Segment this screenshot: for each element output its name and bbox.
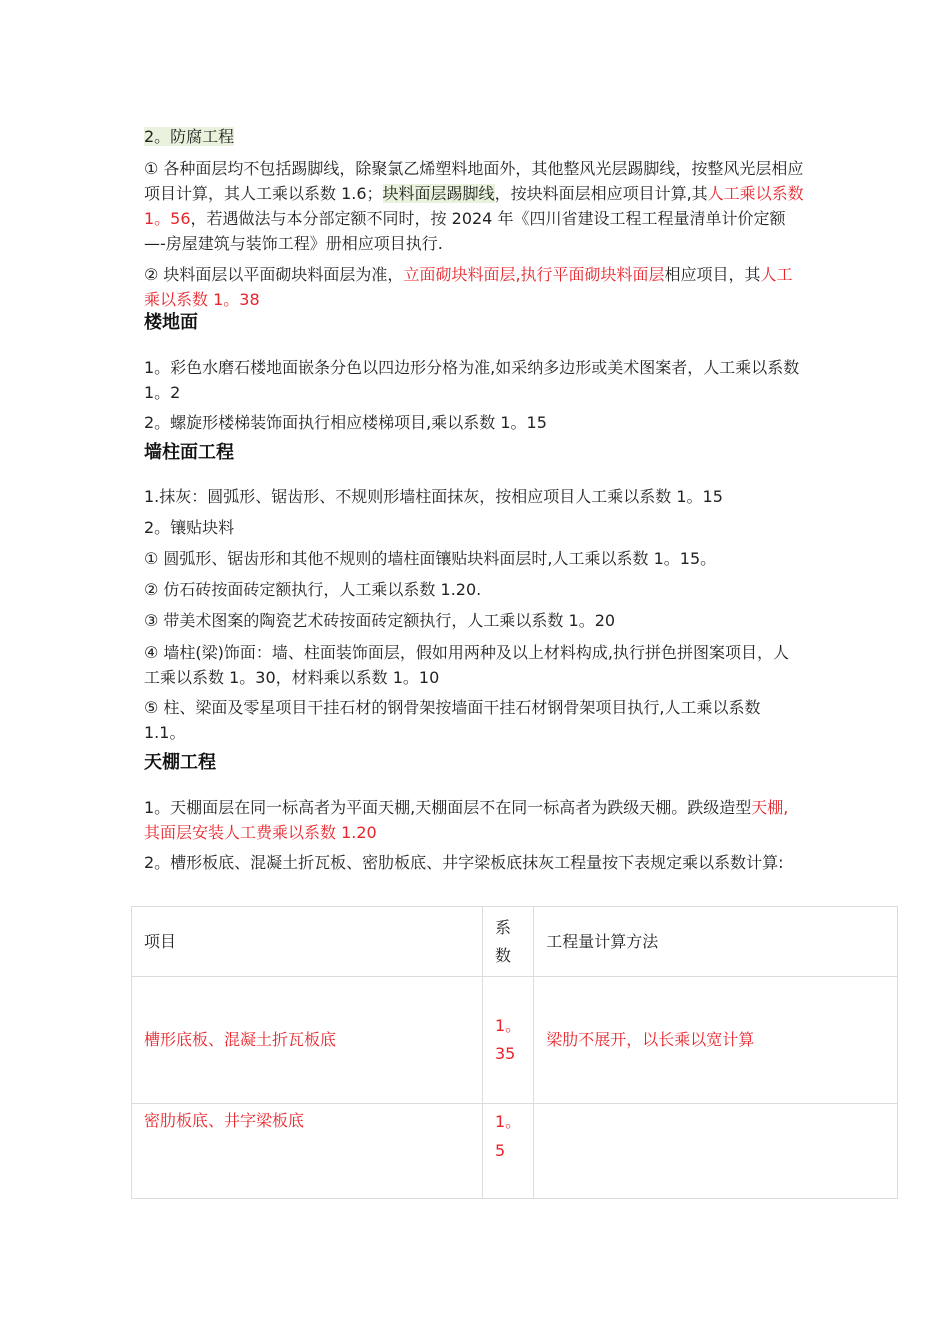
table-row [132,1104,898,1199]
red-run: 人工乘以系数 1。56 [144,184,804,228]
text-run: ，若遇做法与本分部定额不同时，按 2024 年《四川省建设工程工程量清单计价定额—-房屋建筑与装饰工程》册相应项目执行. [144,209,786,253]
section-title-floor: 楼地面 [144,312,198,333]
row-item: 槽形底板、混凝土折瓦板底 [132,977,483,1104]
highlight-run: 块料面层踢脚线 [382,184,495,203]
header-item: 项目 [132,907,483,977]
wall-sub-1: ① 圆弧形、锯齿形和其他不规则的墙柱面镶贴块料面层时,人工乘以系数 1。15。 [144,549,717,568]
section-title-wall: 墙柱面工程 [144,442,234,463]
red-run: 天棚,其面层安装人工费乘以系数 1.20 [144,798,789,842]
anticorrosion-title-text: 2。防腐工程 [144,127,235,146]
red-run: 人工乘以系数 1。38 [144,265,793,309]
wall-sub-5: ⑤ 柱、梁面及零星项目干挂石材的钢骨架按墙面干挂石材钢骨架项目执行,人工乘以系数 1.1。 [144,698,761,742]
wall-sub-3: ③ 带美术图案的陶瓷艺术砖按面砖定额执行，人工乘以系数 1。20 [144,611,616,630]
text-run: ① 各种面层均不包括踢脚线，除聚氯乙烯塑料地面外，其他整风光层踢脚线，按整风光层相应项目计算，其人工乘以系数 1.6； [144,159,804,203]
section-title-ceiling: 天棚工程 [144,752,216,773]
text-run: 相应项目，其 [664,265,761,284]
floor-item-2: 2。螺旋形楼梯装饰面执行相应楼梯项目,乘以系数 1。15 [144,413,547,432]
row-coef: 1。35 [483,977,534,1104]
floor-item-1: 1。彩色水磨石楼地面嵌条分色以四边形分格为准,如采纳多边形或美术图案者，人工乘以系数 1。2 [144,358,800,402]
ceiling-item-2: 2。槽形板底、混凝土折瓦板、密肋板底、井字梁板底抹灰工程量按下表规定乘以系数计算: [144,853,784,872]
anticorrosion-item-2 [144,262,804,312]
row-method [534,1104,898,1199]
header-method: 工程量计算方法 [534,907,898,977]
wall-sub-4: ④ 墙柱(梁)饰面：墙、柱面装饰面层，假如用两种及以上材料构成,执行拼色拼图案项目，人工乘以系数 1。30，材料乘以系数 1。10 [144,643,790,687]
table-header-row [132,907,898,977]
table-row [132,977,898,1104]
text-run: ，按块料面层相应项目计算,其 [494,184,708,203]
section-title-anticorrosion [144,124,804,149]
text-run: ② 块料面层以平面砌块料面层为准， [144,265,404,284]
red-run: 立面砌块料面层,执行平面砌块料面层 [403,265,665,284]
row-coef: 1。5 [483,1104,534,1199]
wall-item-1: 1.抹灰：圆弧形、锯齿形、不规则形墙柱面抹灰，按相应项目人工乘以系数 1。15 [144,487,723,506]
header-coef: 系数 [483,907,534,977]
row-method: 梁肋不展开，以长乘以宽计算 [534,977,898,1104]
wall-item-2: 2。镶贴块料 [144,518,235,537]
text-run: 1。天棚面层在同一标高者为平面天棚,天棚面层不在同一标高者为跌级天棚。跌级造型 [144,798,752,817]
anticorrosion-item-1 [144,156,804,256]
coefficient-table [131,906,898,1199]
wall-sub-2: ② 仿石砖按面砖定额执行，人工乘以系数 1.20. [144,580,482,599]
row-item: 密肋板底、井字梁板底 [132,1104,483,1199]
ceiling-item-1 [144,795,804,845]
